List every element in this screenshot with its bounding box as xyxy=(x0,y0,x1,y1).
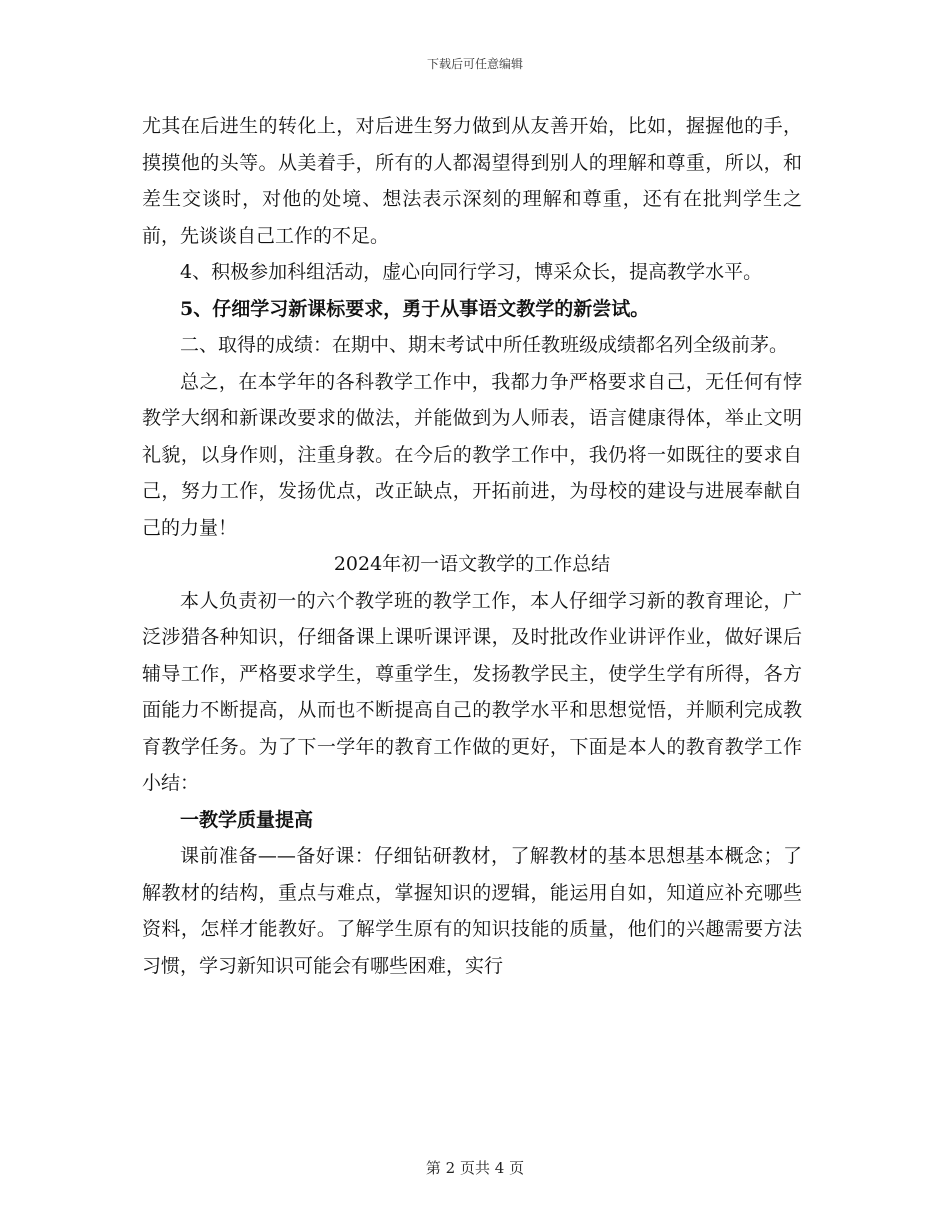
document-body xyxy=(142,108,802,984)
paragraph-achievements: 二、取得的成绩：在期中、期末考试中所任教班级成绩都名列全级前茅。 xyxy=(180,334,789,356)
page-footer: 第 2 页共 4 页 xyxy=(425,1159,525,1177)
paragraph-continuation: 尤其在后进生的转化上，对后进生努力做到从友善开始，比如，握握他的手，摸摸他的头等。从美着手，所有的人都渴望得到别人的理解和尊重，所以，和差生交谈时，对他的处境、想法表示深刻的理解和尊重，还有在批判学生之前，先谈谈自己工作的不足。 xyxy=(142,115,802,247)
paragraph-intro: 本人负责初一的六个教学班的教学工作，本人仔细学习新的教育理论，广泛涉猎各种知识，仔细备课上课听课评课，及时批改作业讲评作业，做好课后辅导工作，严格要求学生，尊重学生，发扬教学民主，使学生学有所得，各方面能力不断提高，从而也不断提高自己的教学水平和思想觉悟，并顺利完成教育教学任务。为了下一学年的教育工作做的更好，下面是本人的教育教学工作小结： xyxy=(142,589,802,794)
paragraph-conclusion: 总之，在本学年的各科教学工作中，我都力争严格要求自己，无任何有悖教学大纲和新课改要求的做法，并能做到为人师表，语言健康得体，举止文明礼貌，以身作则，注重身教。在今后的教学工作中，我仍将一如既往的要求自己，努力工作，发扬优点，改正缺点，开拓前进，为母校的建设与进展奉献自己的力量！ xyxy=(142,370,802,539)
paragraph-lesson-prep: 课前准备——备好课：仔细钻研教材，了解教材的基本思想基本概念；了解教材的结构，重点与难点，掌握知识的逻辑，能运用自如，知道应补充哪些资料，怎样才能教好。了解学生原有的知识技能的质量，他们的兴趣需要方法习惯，学习新知识可能会有哪些困难，实行 xyxy=(142,845,802,977)
page-header: 下载后可任意编辑 xyxy=(426,57,523,71)
subheading-teaching-quality: 一教学质量提高 xyxy=(180,808,314,831)
section-title: 2024年初一语文教学的工作总结 xyxy=(333,553,611,575)
paragraph-item-5: 5、仔细学习新课标要求，勇于从事语文教学的新尝试。 xyxy=(180,297,650,320)
paragraph-item-4: 4、积极参加科组活动，虚心向同行学习，博采众长，提高教学水平。 xyxy=(180,261,763,283)
